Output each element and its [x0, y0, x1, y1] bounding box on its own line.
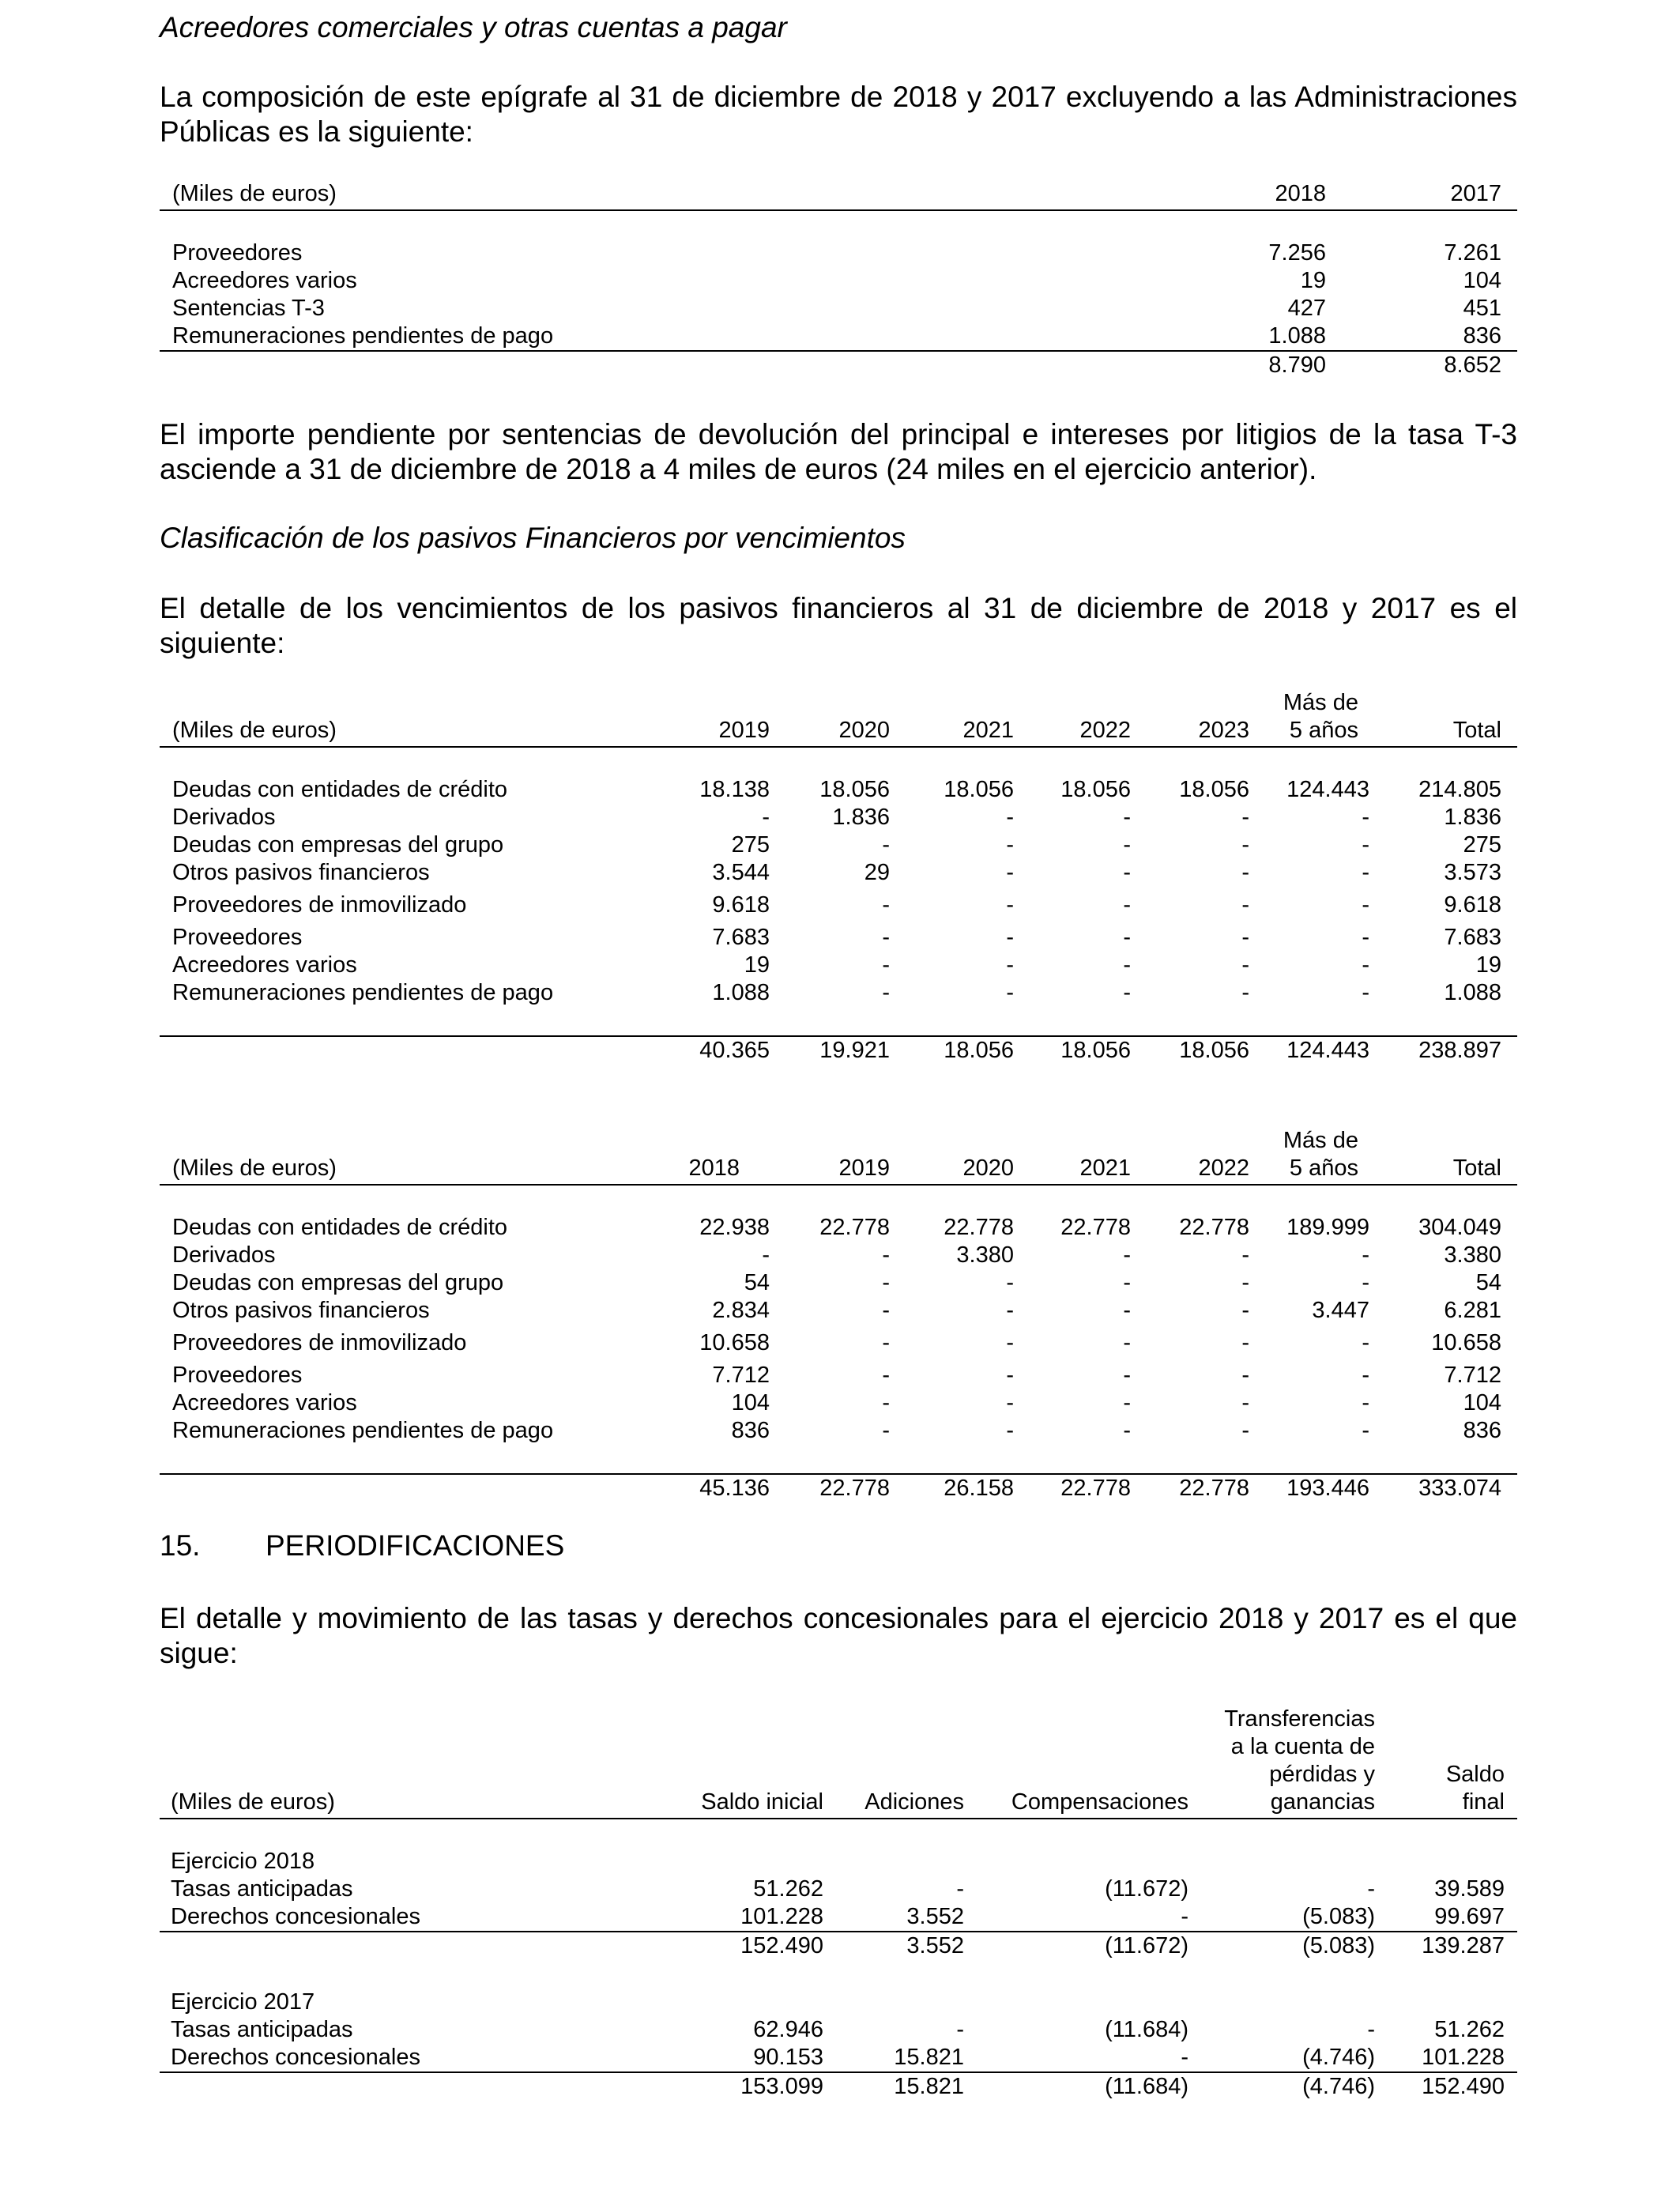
- table-unit: (Miles de euros): [160, 717, 681, 747]
- section-heading-periodificaciones: [160, 1529, 564, 1563]
- col-header: pérdidas y: [1269, 1762, 1375, 1787]
- table-row: Acreedores varios 19 - - - - - 19: [172, 952, 1501, 978]
- table-unit: (Miles de euros): [160, 1155, 681, 1185]
- table-total-row: 152.490 3.552 (11.672) (5.083) 139.287: [740, 1933, 1505, 1958]
- col-header: 5 años: [1249, 1155, 1369, 1185]
- col-header: 2020: [770, 717, 890, 747]
- col-header: 2018: [1185, 180, 1335, 210]
- col-header: Compensaciones: [964, 1789, 1188, 1819]
- section-title-acreedores: Acreedores comerciales y otras cuentas a pagar: [160, 11, 787, 43]
- table-total-row: 40.365 19.921 18.056 18.056 18.056 124.443 238.897: [699, 1038, 1501, 1063]
- col-header: a la cuenta de: [1230, 1734, 1375, 1759]
- col-header: Más de: [1283, 1128, 1358, 1153]
- paragraph-composicion: La composición de este epígrafe al 31 de diciembre de 2018 y 2017 excluyendo a las Administraciones Públicas es la siguiente:: [160, 81, 1517, 148]
- col-header: 5 años: [1249, 717, 1369, 747]
- table-row: Derivados - - 3.380 - - - 3.380: [172, 1242, 1501, 1268]
- table-vencimientos-2017: [160, 1127, 1517, 1502]
- table-row: Otros pasivos financieros 3.544 29 - - - - 3.573: [172, 860, 1501, 885]
- table-total-row: 153.099 15.821 (11.684) (4.746) 152.490: [740, 2074, 1505, 2099]
- col-header: Transferencias: [1224, 1706, 1375, 1732]
- col-header: Adiciones: [823, 1789, 964, 1819]
- table-row: Derechos concesionales 101.228 3.552 - (5.083) 99.697: [160, 1903, 1517, 1932]
- table-row: Tasas anticipadas 51.262 - (11.672) - 39.589: [171, 1876, 1505, 1902]
- col-header: 2022: [1014, 717, 1131, 747]
- block-title-row: Ejercicio 2017: [171, 1989, 315, 2015]
- table-row: Deudas con entidades de crédito 18.138 18.056 18.056 18.056 18.056 124.443 214.805: [172, 777, 1501, 802]
- table-unit: (Miles de euros): [160, 1789, 665, 1819]
- col-header: 2017: [1335, 180, 1517, 210]
- table-acreedores: [160, 180, 1517, 379]
- col-header: 2020: [890, 1155, 1014, 1185]
- section-heading-text: PERIODIFICACIONES: [266, 1529, 565, 1562]
- col-header: 2021: [1014, 1155, 1131, 1185]
- section-number: 15.: [160, 1529, 201, 1562]
- table-periodificaciones: [160, 1706, 1517, 2101]
- table-row: Remuneraciones pendientes de pago 836 - - - - - 836: [172, 1418, 1501, 1443]
- paragraph-periodificaciones: El detalle y movimiento de las tasas y derechos concesionales para el ejercicio 2018 y 2017 es el que sigue:: [160, 1602, 1517, 1669]
- table-row: Acreedores varios 19 104: [172, 268, 1501, 293]
- table-vencimientos-2018: [160, 689, 1517, 1065]
- table-row: Sentencias T-3 427 451: [172, 296, 1501, 321]
- table-total-row: 8.790 8.652: [1268, 352, 1501, 378]
- table-row: Derivados - 1.836 - - - - 1.836: [172, 805, 1501, 830]
- paragraph-vencimientos: El detalle de los vencimientos de los pasivos financieros al 31 de diciembre de 2018 y 2017 es el siguiente:: [160, 592, 1517, 659]
- table-row: Proveedores 7.712 - - - - - 7.712: [172, 1363, 1501, 1388]
- col-header: Total: [1369, 1155, 1517, 1185]
- table-row: Deudas con empresas del grupo 54 - - - - - 54: [172, 1270, 1501, 1295]
- table-total-row: 45.136 22.778 26.158 22.778 22.778 193.446 333.074: [699, 1476, 1501, 1501]
- col-header: 2021: [890, 717, 1014, 747]
- col-header: Total: [1369, 717, 1517, 747]
- table-row: Tasas anticipadas 62.946 - (11.684) - 51.262: [171, 2017, 1505, 2042]
- col-header: 2023: [1131, 717, 1249, 747]
- col-header: Saldo: [1445, 1762, 1505, 1787]
- table-row: Proveedores de inmovilizado 9.618 - - - - - 9.618: [172, 892, 1501, 918]
- table-row: Proveedores 7.256 7.261: [172, 240, 1501, 266]
- table-unit: (Miles de euros): [160, 180, 1185, 210]
- section-title-clasificacion: Clasificación de los pasivos Financieros por vencimientos: [160, 522, 906, 554]
- col-header: 2022: [1131, 1155, 1249, 1185]
- table-row: Otros pasivos financieros 2.834 - - - - 3.447 6.281: [172, 1298, 1501, 1323]
- col-header: Saldo inicial: [665, 1789, 823, 1819]
- table-row: Remuneraciones pendientes de pago 1.088 - - - - - 1.088: [172, 980, 1501, 1005]
- table-row: Deudas con entidades de crédito 22.938 22.778 22.778 22.778 22.778 189.999 304.049: [172, 1215, 1501, 1240]
- paragraph-sentencias: El importe pendiente por sentencias de devolución del principal e intereses por litigios de la tasa T-3 asciende a 31 de diciembre de 2018 a 4 miles de euros (24 miles en el ejercicio anterior).: [160, 418, 1517, 485]
- col-header: Más de: [1283, 690, 1358, 715]
- col-header: ganancias: [1188, 1789, 1384, 1819]
- block-title-row: Ejercicio 2018: [171, 1849, 315, 1874]
- table-row: Derechos concesionales 90.153 15.821 - (4.746) 101.228: [160, 2044, 1517, 2072]
- table-row: Remuneraciones pendientes de pago 1.088 836: [160, 322, 1517, 351]
- col-header: 2019: [770, 1155, 890, 1185]
- col-header: 2018: [681, 1155, 770, 1185]
- table-row: Acreedores varios 104 - - - - - 104: [172, 1390, 1501, 1416]
- table-row: Deudas con empresas del grupo 275 - - - - - 275: [172, 832, 1501, 858]
- table-row: Proveedores de inmovilizado 10.658 - - - - - 10.658: [172, 1330, 1501, 1355]
- col-header: final: [1384, 1789, 1517, 1819]
- table-row: Proveedores 7.683 - - - - - 7.683: [172, 925, 1501, 950]
- col-header: 2019: [681, 717, 770, 747]
